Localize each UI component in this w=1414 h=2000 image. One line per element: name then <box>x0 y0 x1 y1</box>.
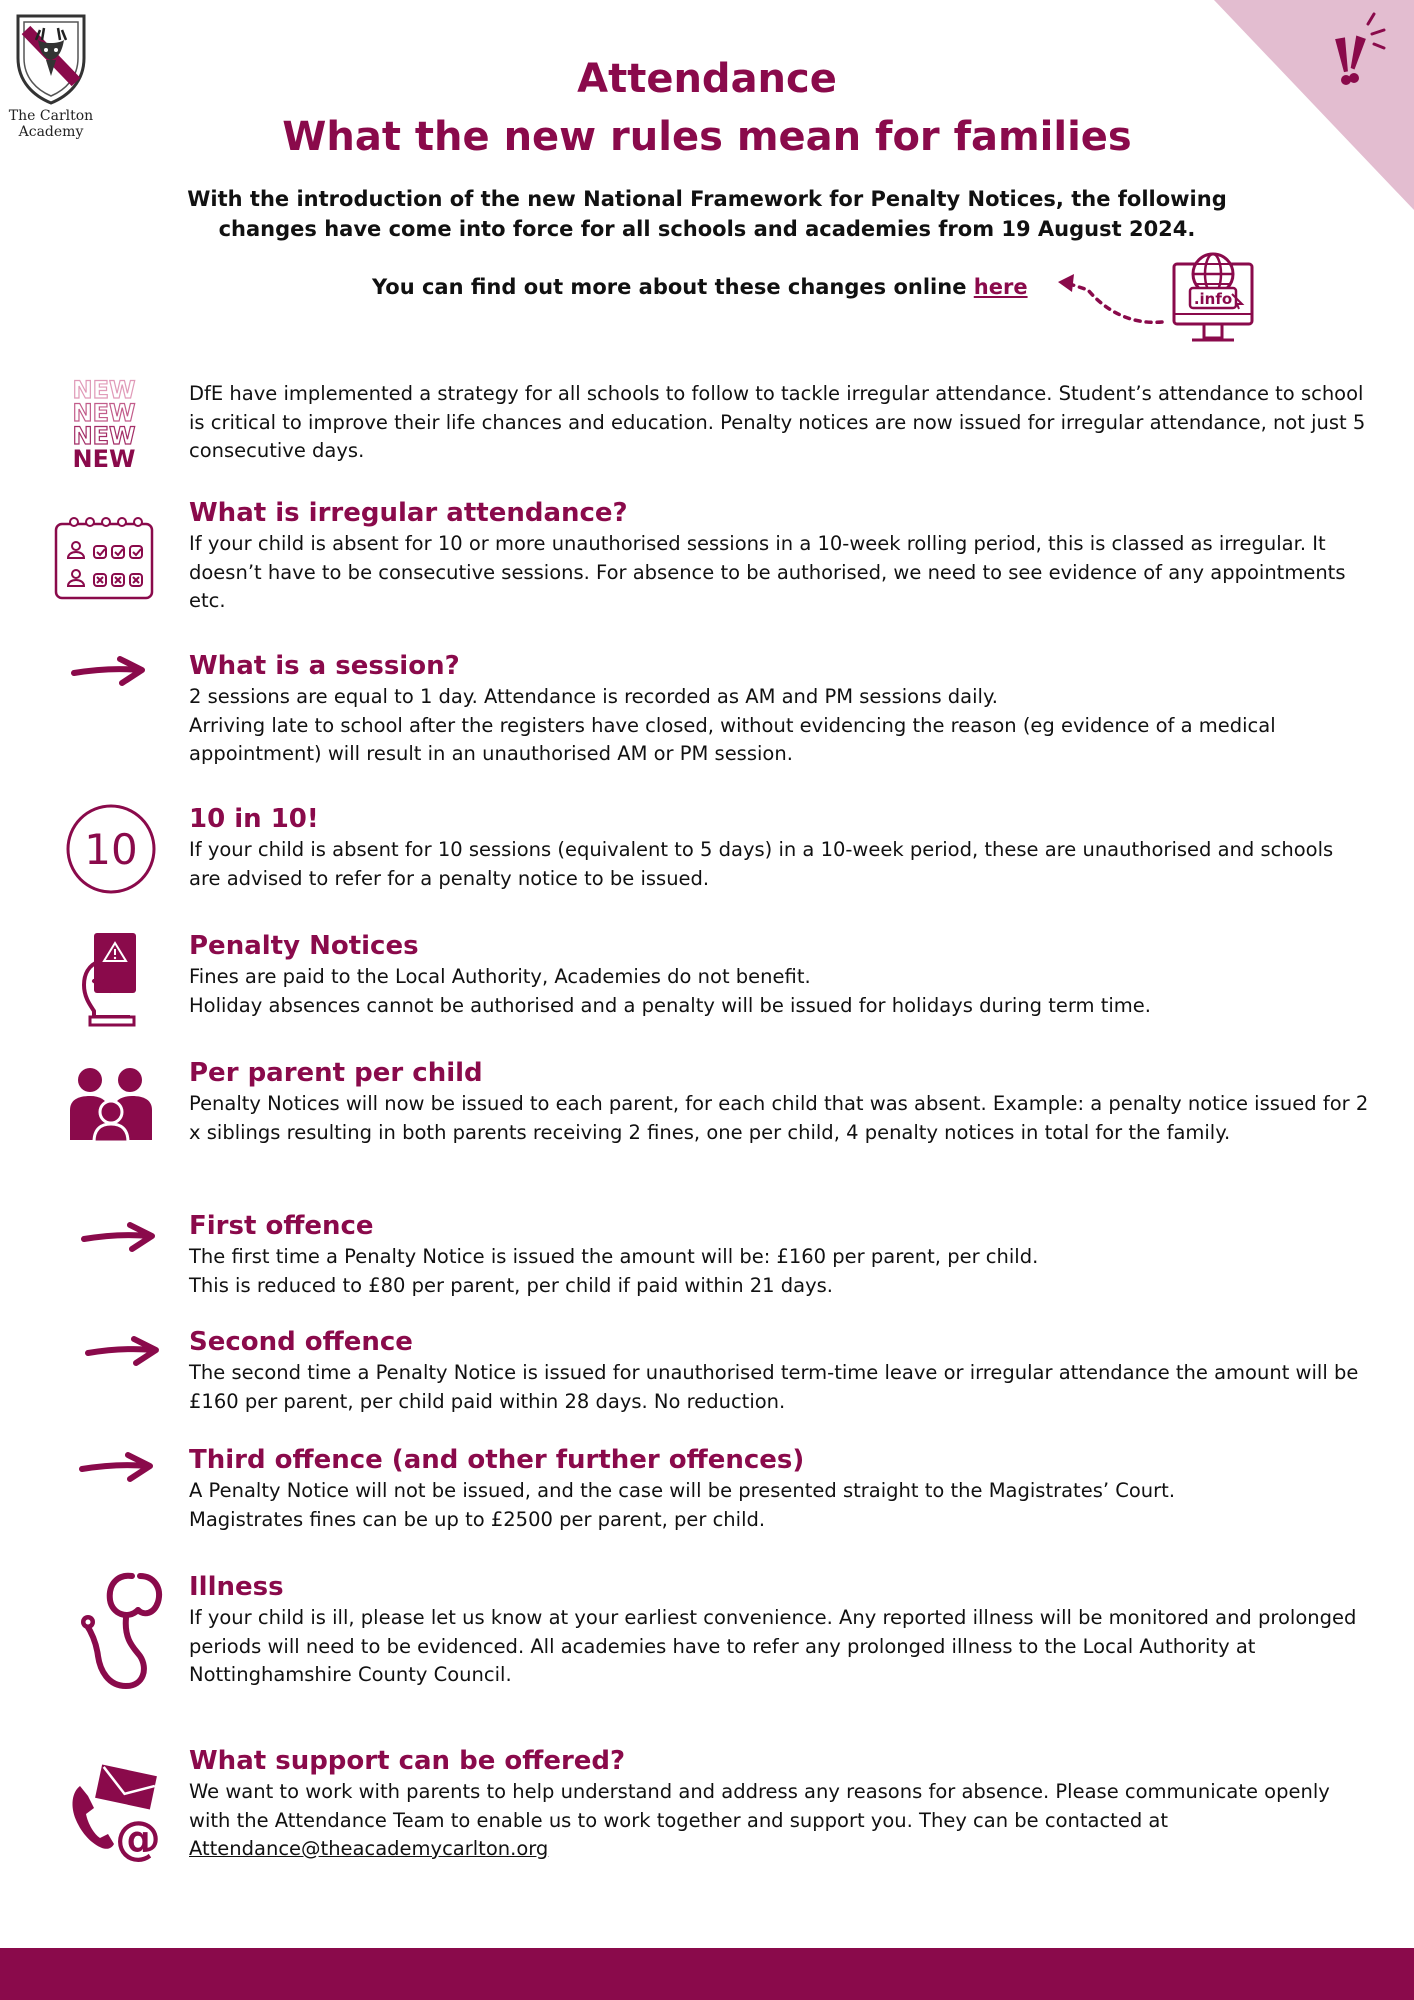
illness-heading: Illness <box>189 1572 284 1602</box>
penalty-body-2: Holiday absences cannot be authorised and a penalty will be issued for holidays during term time. <box>189 993 1151 1017</box>
first-offence-body-2: This is reduced to £80 per parent, per child if paid within 21 days. <box>189 1273 834 1297</box>
attendance-email-link[interactable]: Attendance@theacademycarlton.org <box>189 1837 549 1860</box>
page-title <box>0 50 1414 166</box>
svg-text:NEW: NEW <box>72 376 136 404</box>
second-offence-heading: Second offence <box>189 1327 413 1357</box>
first-offence-heading: First offence <box>189 1211 374 1241</box>
third-offence-body-1: A Penalty Notice will not be issued, and the case will be presented straight to the Magistrates’ Court. <box>189 1479 1176 1502</box>
stethoscope-icon <box>78 1570 168 1692</box>
svg-text:NEW: NEW <box>72 422 136 450</box>
info-monitor-icon <box>1168 252 1258 352</box>
svg-text:NEW: NEW <box>72 399 136 427</box>
at-sign-icon: @ <box>115 1811 161 1862</box>
arrow-right-icon <box>84 1333 164 1369</box>
third-offence-heading: Third offence (and other further offences) <box>189 1445 805 1475</box>
calendar-icon <box>54 516 154 600</box>
first-offence-body-1: The first time a Penalty Notice is issued the amount will be: £160 per parent, per child. <box>189 1245 1039 1268</box>
support-heading: What support can be offered? <box>189 1746 626 1776</box>
penalty-heading: Penalty Notices <box>189 931 419 961</box>
per-parent-body: Penalty Notices will now be issued to each parent, for each child that was absent. Example: a penalty notice issued for 2 x siblings resulting in both parents receiving 2 fines, one per child, 4 penalty notices in total for the family. <box>189 1092 1369 1144</box>
svg-text:NEW: NEW <box>72 445 136 470</box>
per-parent-heading: Per parent per child <box>189 1058 483 1088</box>
arrow-right-icon <box>70 653 150 689</box>
penalty-body-1: Fines are paid to the Local Authority, Academies do not benefit. <box>189 965 811 988</box>
session-body-2: Arriving late to school after the registers have closed, without evidencing the reason (eg evidence of a medical appointment) will result in an unauthorised AM or PM session. <box>189 713 1276 765</box>
svg-text:10: 10 <box>84 825 138 874</box>
penalty-card-icon <box>80 931 142 1027</box>
family-icon <box>70 1066 152 1142</box>
session-heading: What is a session? <box>189 651 460 681</box>
irregular-heading: What is irregular attendance? <box>189 498 628 528</box>
intro-text: With the introduction of the new National Framework for Penalty Notices, the following changes have come into force for all schools and academies from 19 August 2024. <box>187 187 1227 241</box>
session-body-1: 2 sessions are equal to 1 day. Attendance is recorded as AM and PM sessions daily. <box>189 685 998 708</box>
contact-icon <box>68 1762 174 1862</box>
envelope-icon <box>95 1765 157 1810</box>
monitor-label: .info <box>1193 290 1233 308</box>
arrow-right-icon <box>80 1219 160 1255</box>
footer-bar <box>0 1948 1414 2000</box>
title-line-2: What the new rules mean for families <box>282 114 1132 160</box>
arrow-right-icon <box>78 1449 158 1485</box>
second-offence-body: The second time a Penalty Notice is issued for unauthorised term-time leave or irregular attendance the amount will be £160 per parent, per child paid within 28 days. No reduction. <box>189 1361 1359 1413</box>
dashed-arrow-icon <box>1050 272 1170 332</box>
title-line-1: Attendance <box>577 56 837 102</box>
find-more-line <box>372 272 1028 302</box>
illness-body: If your child is ill, please let us know at your earliest convenience. Any reported illness will be monitored and prolonged periods will need to be evidenced. All academies have to refer any prolonged illness to the Local Authority at Nottinghamshire County Council. <box>189 1606 1357 1686</box>
here-link[interactable]: here <box>973 275 1028 299</box>
school-name: The Carlton Academy <box>8 108 94 140</box>
ten-heading: 10 in 10! <box>189 804 319 834</box>
irregular-body: If your child is absent for 10 or more unauthorised sessions in a 10-week rolling period, this is classed as irregular. It doesn’t have to be consecutive sessions. For absence to be authorised, we need to see evidence of any appointments etc. <box>189 532 1346 612</box>
new-icon <box>64 376 144 470</box>
third-offence-body-2: Magistrates fines can be up to £2500 per parent, per child. <box>189 1507 766 1531</box>
support-body <box>189 1778 1369 1864</box>
support-body-text: We want to work with parents to help understand and address any reasons for absence. Please communicate openly with the Attendance Team to enable us to work together and support you. They can be contacted at <box>189 1780 1330 1832</box>
new-body: DfE have implemented a strategy for all schools to follow to tackle irregular attendance. Student’s attendance to school is critical to improve their life chances and education. Penalty notices are now issued for irregular attendance, not just 5 consecutive days. <box>189 382 1366 462</box>
find-more-text: You can find out more about these changes online <box>372 275 974 299</box>
number-ten-icon <box>64 802 158 896</box>
ten-body: If your child is absent for 10 sessions (equivalent to 5 days) in a 10-week period, these are unauthorised and schools are advised to refer for a penalty notice to be issued. <box>189 838 1334 890</box>
